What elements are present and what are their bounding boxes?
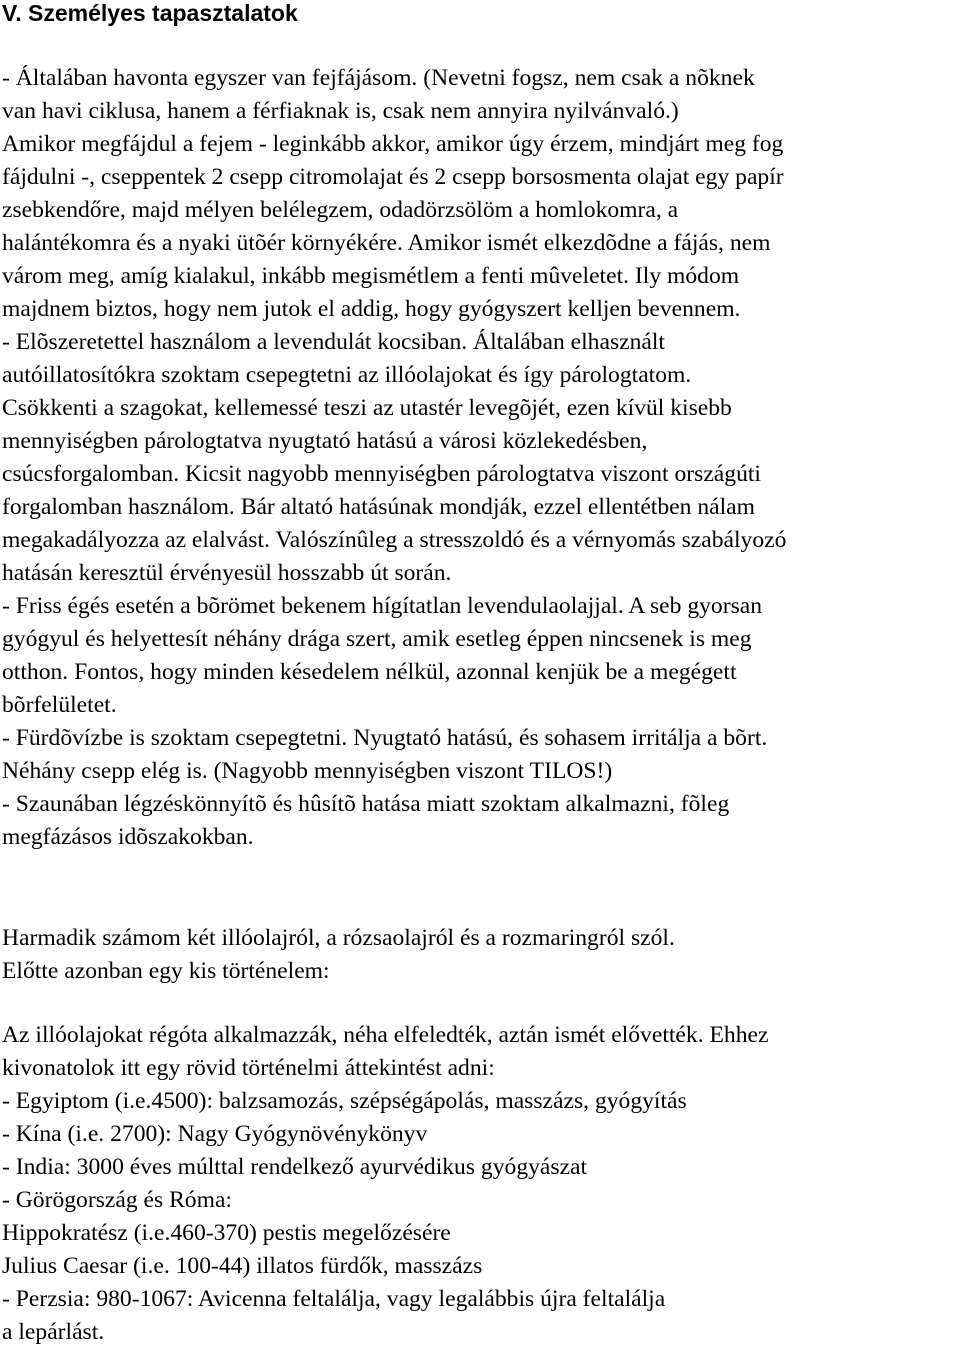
text-line: - Fürdõvízbe is szoktam csepegtetni. Nyugtató hatású, és sohasem irritálja a bõrt. xyxy=(2,725,768,751)
text-line: Csökkenti a szagokat, kellemessé teszi az utastér levegõjét, ezen kívül kisebb xyxy=(2,395,732,421)
text-line: majdnem biztos, hogy nem jutok el addig, hogy gyógyszert kelljen bevennem. xyxy=(2,296,741,322)
history-intro-paragraph xyxy=(2,1019,958,1052)
text-line: megakadályozza az elalvást. Valószínûleg a stresszoldó és a vérnyomás szabályozó xyxy=(2,527,787,553)
personal-experience-section xyxy=(2,62,958,854)
text-line: Előtte azonban egy kis történelem: xyxy=(2,958,330,984)
list-item: - Kína (i.e. 2700): Nagy Gyógynövénykönyv xyxy=(2,1121,428,1147)
intro-paragraph xyxy=(2,922,958,988)
text-line: gyógyul és helyettesít néhány drága szert, amik esetleg éppen nincsenek is meg xyxy=(2,626,752,652)
text-line: csúcsforgalomban. Kicsit nagyobb mennyiségben párologtatva viszont országúti xyxy=(2,461,761,487)
text-line: halántékomra és a nyaki ütõér környékére. Amikor ismét elkezdõdne a fájás, nem xyxy=(2,230,771,256)
text-line: mennyiségben párologtatva nyugtató hatású a városi közlekedésben, xyxy=(2,428,648,454)
list-item: Julius Caesar (i.e. 100-44) illatos fürdők, masszázs xyxy=(2,1253,483,1279)
text-line: Harmadik számom két illóolajról, a rózsaolajról és a rozmaringról szól. xyxy=(2,925,675,951)
text-line: Néhány csepp elég is. (Nagyobb mennyiségben viszont TILOS!) xyxy=(2,758,613,784)
text-line: forgalomban használom. Bár altató hatásúnak mondják, ezzel ellentétben nálam xyxy=(2,494,755,520)
text-line: kivonatolok itt egy rövid történelmi áttekintést adni: xyxy=(2,1055,495,1081)
text-line: - Elõszeretettel használom a levendulát kocsiban. Általában elhasznált xyxy=(2,329,665,355)
text-line: bõrfelületet. xyxy=(2,692,117,718)
text-line: - Friss égés esetén a bõrömet bekenem hígítatlan levendulaolajjal. A seb gyorsan xyxy=(2,593,763,619)
text-line: várom meg, amíg kialakul, inkább megismétlem a fenti mûveletet. Ily módom xyxy=(2,263,740,289)
list-item: - India: 3000 éves múlttal rendelkező ayurvédikus gyógyászat xyxy=(2,1154,588,1180)
text-line: otthon. Fontos, hogy minden késedelem nélkül, azonnal kenjük be a megégett xyxy=(2,659,737,685)
text-line: van havi ciklusa, hanem a férfiaknak is, csak nem annyira nyilvánvaló.) xyxy=(2,98,679,124)
list-item: Hippokratész (i.e.460-370) pestis megelőzésére xyxy=(2,1220,451,1246)
text-line: fájdulni -, cseppentek 2 csepp citromolajat és 2 csepp borsosmenta olajat egy papír xyxy=(2,164,784,190)
text-line: Amikor megfájdul a fejem - leginkább akkor, amikor úgy érzem, mindjárt meg fog xyxy=(2,131,784,157)
list-item: a lepárlást. xyxy=(2,1319,105,1345)
text-line: - Szaunában légzéskönnyítõ és hûsítõ hatása miatt szoktam alkalmazni, fõleg xyxy=(2,791,730,817)
text-line: megfázásos idõszakokban. xyxy=(2,824,254,850)
text-line: hatásán keresztül érvényesül hosszabb út során. xyxy=(2,560,452,586)
history-list xyxy=(2,1052,958,1349)
text-line: zsebkendőre, majd mélyen belélegzem, odadörzsölöm a homlokomra, a xyxy=(2,197,679,223)
text-line: Az illóolajokat régóta alkalmazzák, néha elfeledték, aztán ismét elővették. Ehhez xyxy=(2,1022,769,1048)
text-line: - Általában havonta egyszer van fejfájásom. (Nevetni fogsz, nem csak a nõknek xyxy=(2,65,755,91)
text-line: autóillatosítókra szoktam csepegtetni az illóolajokat és így párologtatom. xyxy=(2,362,692,388)
list-item: - Görögország és Róma: xyxy=(2,1187,232,1213)
list-item: - Egyiptom (i.e.4500): balzsamozás, szépségápolás, masszázs, gyógyítás xyxy=(2,1088,687,1114)
section-heading: V. Személyes tapasztalatok xyxy=(2,0,298,26)
list-item: - Perzsia: 980-1067: Avicenna feltalálja, vagy legalábbis újra feltalálja xyxy=(2,1286,666,1312)
